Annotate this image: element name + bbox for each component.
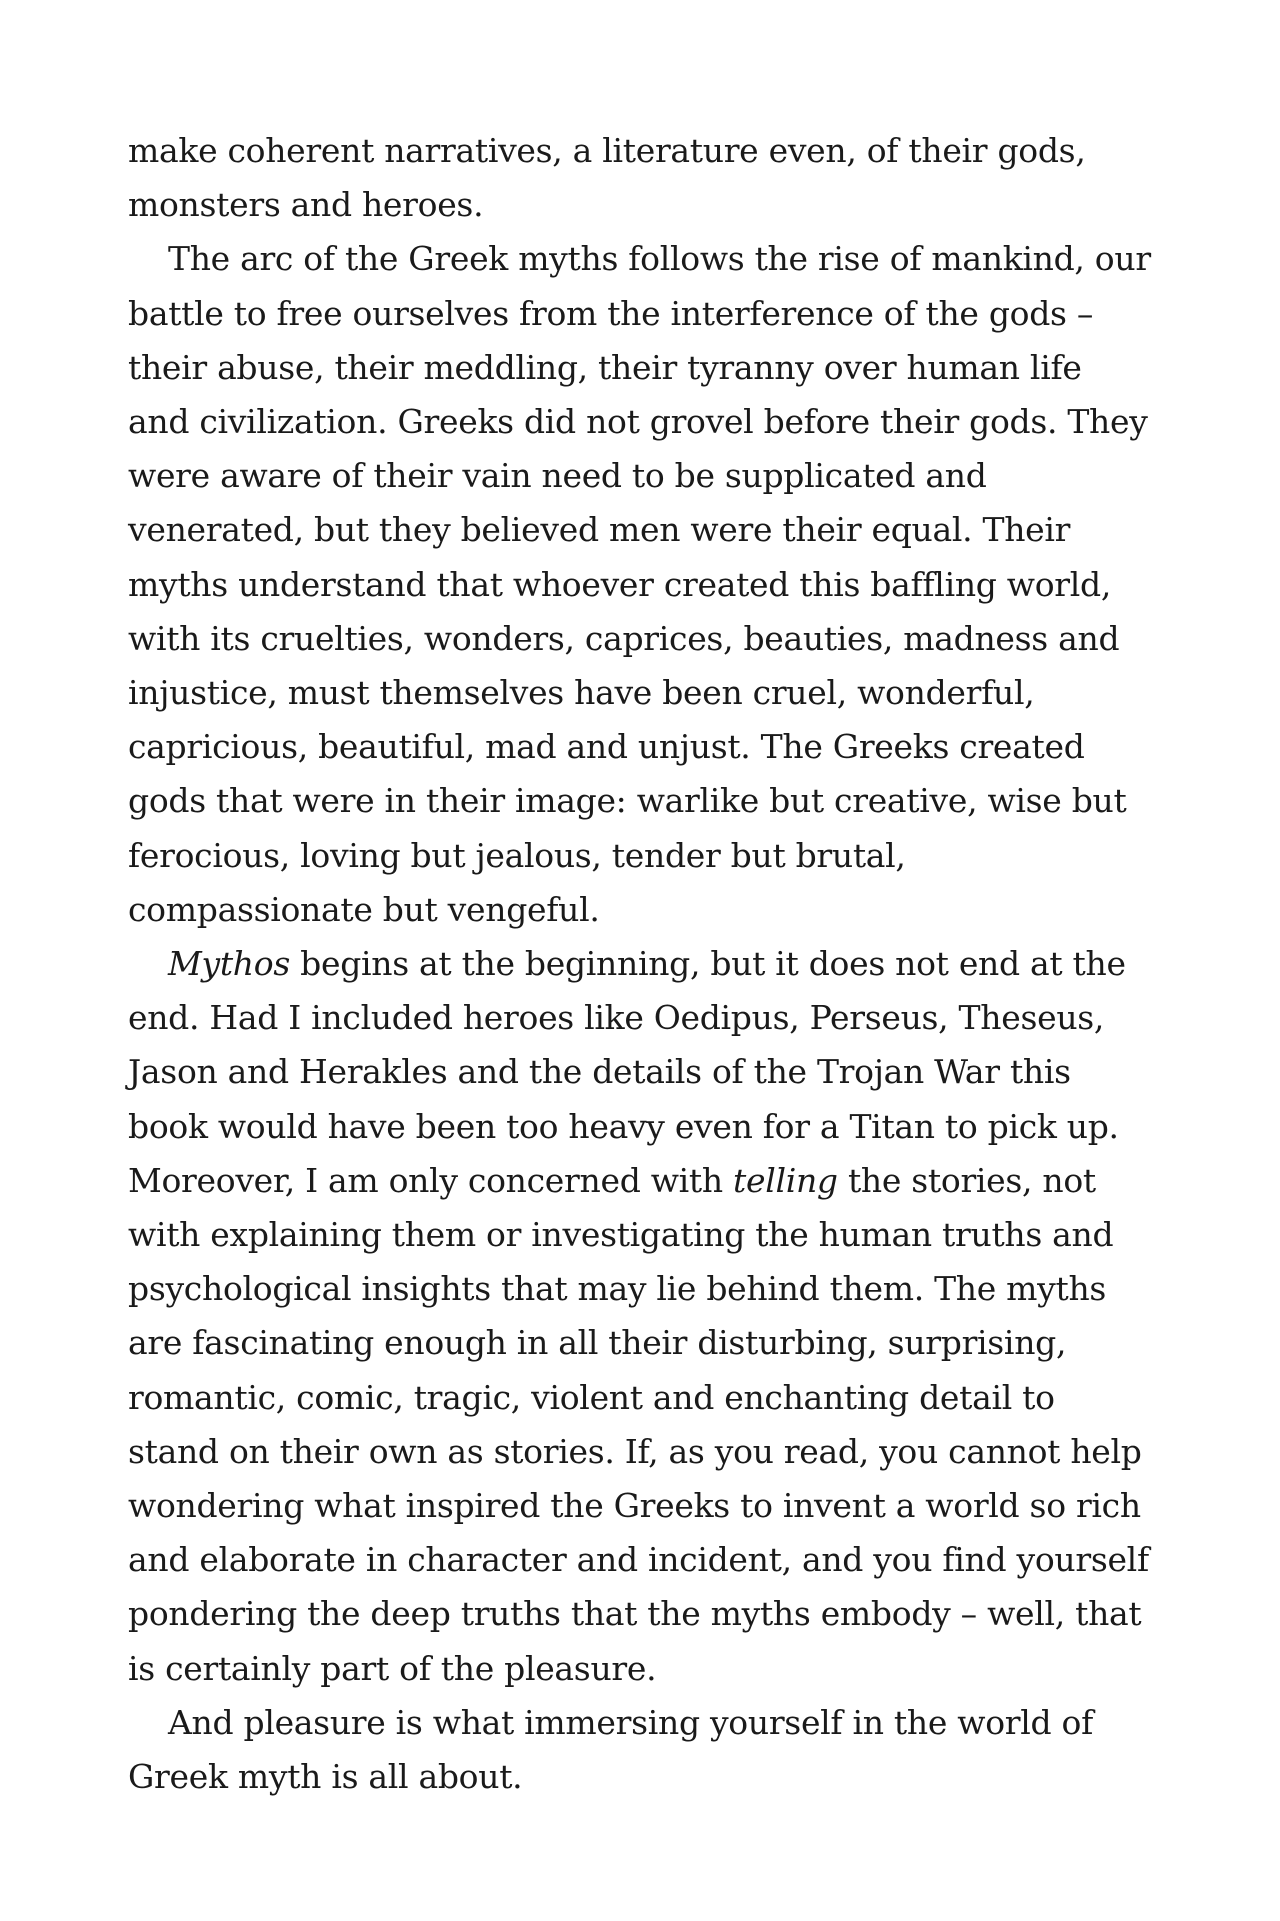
text-line: end. Had I included heroes like Oedipus, Perseus, Theseus, — [128, 998, 1105, 1038]
text-line: and elaborate in character and incident, and you find yourself — [128, 1540, 1149, 1580]
text-segment: the stories, not — [837, 1160, 1096, 1200]
paragraph-4 — [128, 1696, 1168, 1804]
text-segment: Moreover, I am only concerned with — [128, 1160, 734, 1200]
text-line: ferocious, loving but jealous, tender but brutal, — [128, 835, 906, 875]
text-line: venerated, but they believed men were their equal. Their — [128, 510, 1071, 550]
text-line: gods that were in their image: warlike but creative, wise but — [128, 781, 1127, 821]
text-line: with explaining them or investigating the human truths and — [128, 1215, 1114, 1255]
text-line: psychological insights that may lie behind them. The myths — [128, 1269, 1107, 1309]
text-line: And pleasure is what immersing yourself in the world of — [168, 1702, 1093, 1742]
emphasis-italic: telling — [733, 1160, 838, 1200]
text-line: Jason and Herakles and the details of the Trojan War this — [128, 1052, 1071, 1092]
text-line: Greek myth is all about. — [128, 1757, 523, 1797]
text-line: capricious, beautiful, mad and unjust. The Greeks created — [128, 727, 1085, 767]
paragraph-3 — [128, 937, 1168, 1696]
text-segment: begins at the beginning, but it does not end at the — [289, 944, 1126, 984]
text-line: battle to free ourselves from the interference of the gods – — [128, 293, 1094, 333]
text-line: pondering the deep truths that the myths embody – well, that — [128, 1594, 1142, 1634]
text-line: injustice, must themselves have been cruel, wonderful, — [128, 673, 1035, 713]
paragraph-2 — [128, 232, 1168, 937]
text-line: stand on their own as stories. If, as you read, you cannot help — [128, 1431, 1142, 1471]
text-line: myths understand that whoever created this baffling world, — [128, 564, 1112, 604]
text-line: were aware of their vain need to be supplicated and — [128, 456, 987, 496]
page-body-text — [128, 124, 1168, 1804]
text-line: compassionate but vengeful. — [128, 889, 600, 929]
text-line: is certainly part of the pleasure. — [128, 1648, 657, 1688]
text-line: The arc of the Greek myths follows the rise of mankind, our — [168, 239, 1151, 279]
text-line: and civilization. Greeks did not grovel before their gods. They — [128, 402, 1148, 442]
text-line: romantic, comic, tragic, violent and enchanting detail to — [128, 1377, 1055, 1417]
text-line: book would have been too heavy even for a Titan to pick up. — [128, 1106, 1119, 1146]
text-line: are fascinating enough in all their disturbing, surprising, — [128, 1323, 1067, 1363]
text-line: with its cruelties, wonders, caprices, beauties, madness and — [128, 618, 1120, 658]
paragraph-1 — [128, 124, 1168, 232]
text-line: their abuse, their meddling, their tyranny over human life — [128, 347, 1082, 387]
text-line: wondering what inspired the Greeks to invent a world so rich — [128, 1486, 1141, 1526]
text-line: monsters and heroes. — [128, 185, 484, 225]
text-line — [128, 937, 1168, 991]
text-line — [128, 1154, 1168, 1208]
text-line: make coherent narratives, a literature even, of their gods, — [128, 131, 1086, 170]
book-title-italic: Mythos — [168, 944, 290, 984]
